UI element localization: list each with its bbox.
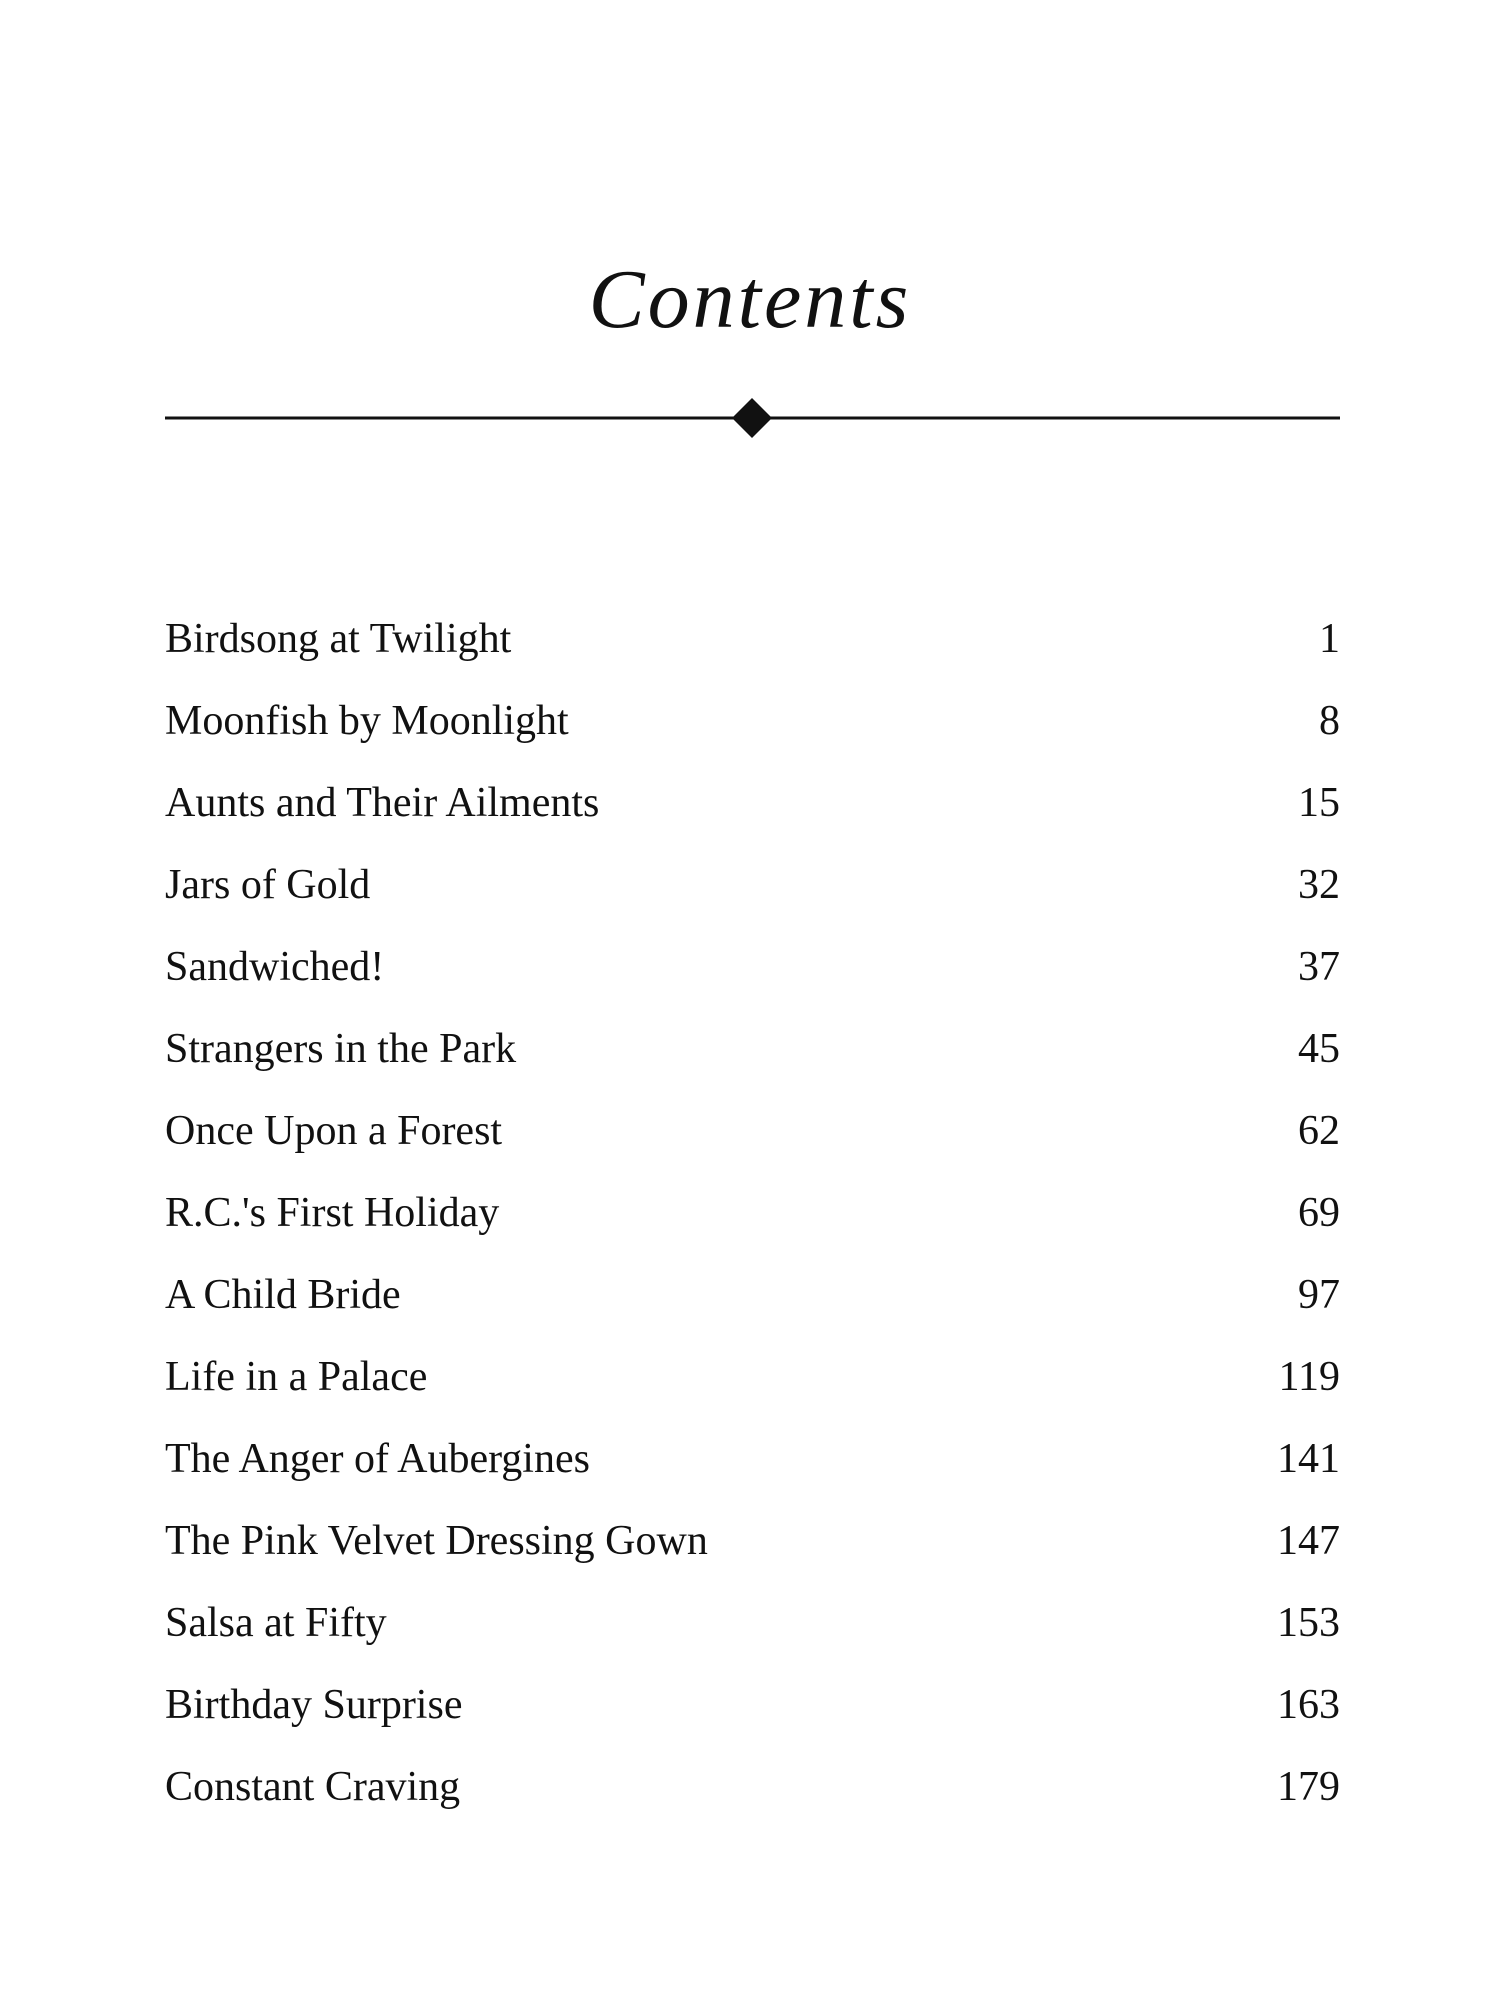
toc-entry bbox=[165, 1262, 1340, 1344]
toc-entry-title: Birdsong at Twilight bbox=[165, 616, 512, 662]
toc-entry-title: The Anger of Aubergines bbox=[165, 1436, 590, 1482]
toc-entry-page-number: 32 bbox=[1298, 862, 1340, 908]
toc-entry-title: Salsa at Fifty bbox=[165, 1600, 387, 1646]
toc-entry bbox=[165, 1508, 1340, 1590]
contents-list bbox=[165, 606, 1340, 1836]
toc-entry bbox=[165, 1344, 1340, 1426]
toc-entry-title: Moonfish by Moonlight bbox=[165, 698, 569, 744]
toc-entry bbox=[165, 1590, 1340, 1672]
toc-entry bbox=[165, 1754, 1340, 1836]
toc-entry-title: R.C.'s First Holiday bbox=[165, 1190, 500, 1236]
toc-entry-title: Sandwiched! bbox=[165, 944, 385, 990]
toc-entry-page-number: 179 bbox=[1277, 1764, 1340, 1810]
toc-entry bbox=[165, 1098, 1340, 1180]
toc-entry-title: A Child Bride bbox=[165, 1272, 401, 1318]
toc-entry-page-number: 163 bbox=[1277, 1682, 1340, 1728]
toc-entry bbox=[165, 934, 1340, 1016]
diamond-ornament-icon bbox=[732, 398, 772, 438]
toc-entry-page-number: 45 bbox=[1298, 1026, 1340, 1072]
toc-entry-page-number: 37 bbox=[1298, 944, 1340, 990]
toc-entry bbox=[165, 1426, 1340, 1508]
toc-entry-title: Constant Craving bbox=[165, 1764, 461, 1810]
page-title: Contents bbox=[588, 253, 912, 346]
toc-entry-title: Birthday Surprise bbox=[165, 1682, 463, 1728]
toc-entry-title: The Pink Velvet Dressing Gown bbox=[165, 1518, 708, 1564]
toc-entry bbox=[165, 852, 1340, 934]
toc-entry-page-number: 8 bbox=[1319, 698, 1340, 744]
toc-entry bbox=[165, 606, 1340, 688]
toc-entry-title: Strangers in the Park bbox=[165, 1026, 517, 1072]
toc-entry-page-number: 153 bbox=[1277, 1600, 1340, 1646]
toc-entry-title: Jars of Gold bbox=[165, 862, 371, 908]
toc-entry-page-number: 97 bbox=[1298, 1272, 1340, 1318]
toc-entry-page-number: 62 bbox=[1298, 1108, 1340, 1154]
toc-entry bbox=[165, 1016, 1340, 1098]
toc-entry bbox=[165, 770, 1340, 852]
toc-entry bbox=[165, 1672, 1340, 1754]
toc-entry bbox=[165, 1180, 1340, 1262]
toc-entry-page-number: 1 bbox=[1319, 616, 1340, 662]
toc-entry-page-number: 15 bbox=[1298, 780, 1340, 826]
toc-entry-page-number: 69 bbox=[1298, 1190, 1340, 1236]
toc-entry-title: Life in a Palace bbox=[165, 1354, 428, 1400]
toc-entry-page-number: 147 bbox=[1277, 1518, 1340, 1564]
toc-entry-title: Aunts and Their Ailments bbox=[165, 780, 600, 826]
ornamental-divider bbox=[165, 398, 1340, 438]
toc-entry-page-number: 141 bbox=[1277, 1436, 1340, 1482]
toc-entry-page-number: 119 bbox=[1278, 1354, 1340, 1400]
toc-entry-title: Once Upon a Forest bbox=[165, 1108, 503, 1154]
toc-entry bbox=[165, 688, 1340, 770]
